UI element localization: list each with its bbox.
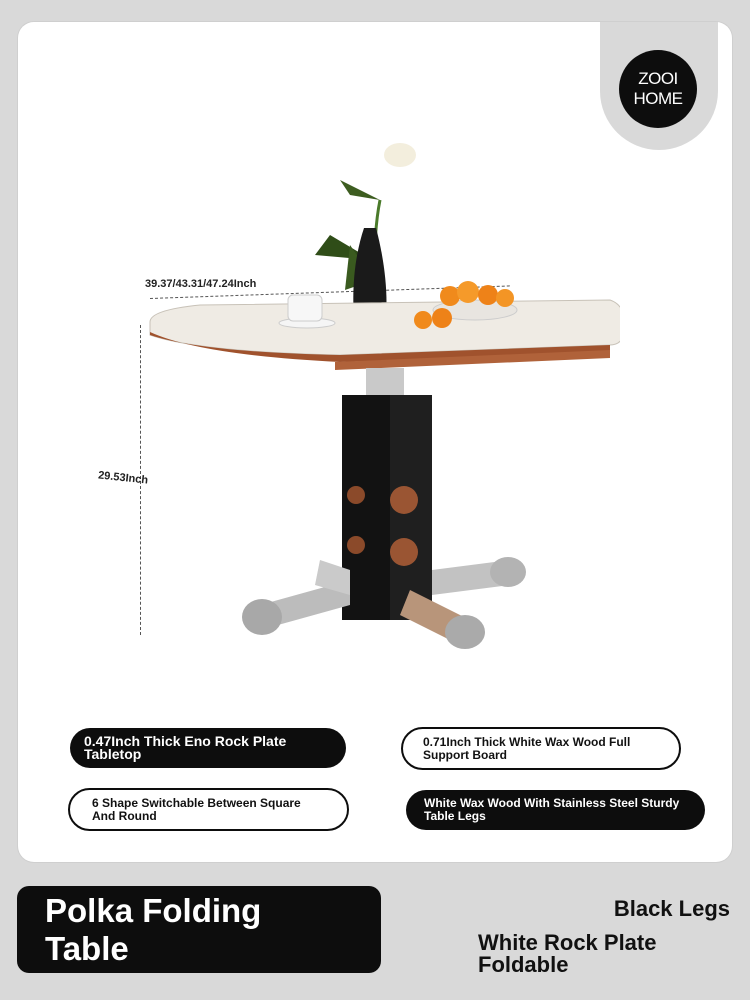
table-illustration [140, 140, 620, 660]
feature-white-rock-plate: White Rock Plate Foldable [478, 930, 657, 977]
feature-tabletop: 0.47Inch Thick Eno Rock Plate Tabletop [70, 728, 346, 768]
product-title: Polka Folding Table [17, 886, 381, 973]
height-dimension-label: 29.53Inch [97, 469, 149, 487]
feature-legs: White Wax Wood With Stainless Steel Sturdy Table Legs [406, 790, 705, 830]
brand-logo [619, 50, 697, 128]
brand-line-2: HOME [633, 89, 683, 108]
feature-shape-switch: 6 Shape Switchable Between Square And Round [68, 788, 349, 831]
table-leg-column [342, 368, 432, 620]
vase-flower-icon [315, 143, 416, 320]
logo-tab [600, 22, 718, 150]
width-dimension-label: 39.37/43.31/47.24Inch [145, 278, 257, 290]
feature-black-legs: Black Legs [613, 896, 730, 921]
brand-line-1: ZOOI [638, 69, 678, 88]
tabletop-shape [150, 300, 620, 370]
feature-support-board: 0.71Inch Thick White Wax Wood Full Support Board [401, 727, 681, 770]
